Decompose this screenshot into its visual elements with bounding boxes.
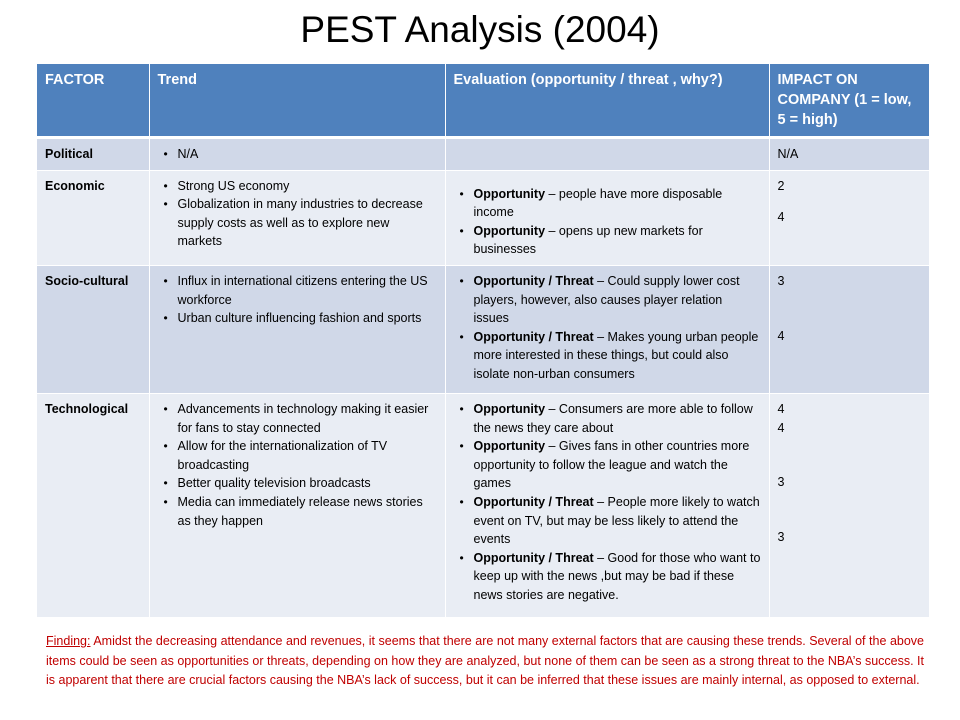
evaluation-item: [474, 222, 761, 259]
evaluation-text: – Good for those who want to keep up with the news ,but may be bad if these news stories are negative.: [473, 550, 761, 602]
evaluation-text: – people have more disposable income: [473, 186, 723, 220]
slide-title: PEST Analysis (2004): [300, 9, 660, 50]
evaluation-label: Opportunity: [473, 439, 546, 454]
trend-item: • Better quality television broadcasts: [178, 474, 437, 493]
evaluation-label: Opportunity: [473, 186, 546, 201]
trend-item: • Strong US economy: [178, 177, 437, 196]
finding-label: Finding:: [46, 634, 91, 648]
header-impact: IMPACT ON COMPANY (1 = low, 5 = high): [769, 64, 929, 138]
evaluation-text: – opens up new markets for businesses: [473, 223, 703, 257]
trend-cell: [149, 138, 445, 171]
evaluation-item: [474, 328, 761, 384]
impact-value: 4: [777, 209, 785, 224]
evaluation-label: Opportunity: [473, 223, 546, 238]
header-evaluation: Evaluation (opportunity / threat , why?): [445, 64, 769, 138]
table-row-socio-cultural: [37, 265, 929, 393]
pest-table: [37, 64, 930, 618]
evaluation-item: [474, 272, 761, 328]
evaluation-label: Opportunity: [473, 401, 546, 416]
evaluation-item: [474, 185, 761, 222]
factor-cell: Technological: [37, 393, 149, 617]
impact-value: 2: [777, 178, 785, 193]
trend-item: • Advancements in technology making it easier for fans to stay connected: [178, 400, 437, 437]
impact-value: 4: [777, 401, 785, 416]
evaluation-cell: [445, 138, 769, 171]
evaluation-label: Opportunity / Threat: [473, 273, 594, 288]
factor-cell: Political: [37, 138, 149, 171]
trend-item: • Globalization in many industries to decrease supply costs as well as to explore new markets: [178, 195, 437, 251]
trend-item: • N/A: [178, 145, 437, 164]
trend-item: • Urban culture influencing fashion and sports: [178, 309, 437, 328]
impact-value: 3: [777, 273, 785, 288]
finding-text: Amidst the decreasing attendance and revenues, it seems that there are not many external factors that are causing these trends. Several of the above items could be seen as opportunities or threats, depending on how they are analyzed, but none of them can be seen as a strong threat to the NBA’s success. It is apparent that there are crucial factors causing the NBA’s lack of success, but it can be inferred that these issues are mainly internal, as opposed to external.: [46, 634, 924, 687]
evaluation-text: – Gives fans in other countries more opportunity to follow the league and watch the games: [473, 439, 750, 491]
evaluation-text: – People more likely to watch event on TV, but may be less likely to attend the events: [473, 494, 760, 547]
evaluation-text: – Could supply lower cost players, however, also causes player relation issues: [473, 273, 740, 326]
evaluation-label: Opportunity / Threat: [473, 494, 594, 509]
header-row: [37, 64, 929, 138]
finding-paragraph: [46, 632, 924, 691]
impact-value: 3: [777, 474, 785, 489]
impact-cell: [769, 138, 929, 171]
table-row-political: [37, 138, 929, 171]
evaluation-cell: [445, 170, 769, 265]
header-factor: FACTOR: [37, 64, 149, 138]
header-trend: Trend: [149, 64, 445, 138]
table-row-technological: [37, 393, 929, 617]
impact-value: 4: [777, 420, 785, 435]
evaluation-label: Opportunity / Threat: [473, 550, 594, 565]
trend-item: • Allow for the internationalization of TV broadcasting: [178, 437, 437, 474]
evaluation-text: – Makes young urban people more interested in these things, but could also isolate non-urban consumers: [473, 329, 759, 381]
impact-value: 4: [777, 328, 785, 343]
impact-cell: [769, 393, 929, 617]
factor-cell: Economic: [37, 170, 149, 265]
impact-cell: [769, 170, 929, 265]
factor-cell: Socio-cultural: [37, 265, 149, 393]
impact-cell: [769, 265, 929, 393]
evaluation-cell: [445, 265, 769, 393]
trend-cell: [149, 265, 445, 393]
evaluation-item: [474, 549, 761, 605]
evaluation-item: [474, 400, 761, 437]
trend-item: • Influx in international citizens entering the US workforce: [178, 272, 437, 309]
evaluation-item: [474, 437, 761, 493]
table-row-economic: [37, 170, 929, 265]
impact-value: N/A: [777, 147, 799, 161]
evaluation-text: – Consumers are more able to follow the news they care about: [473, 401, 753, 435]
trend-item: • Media can immediately release news stories as they happen: [178, 493, 437, 530]
impact-value: 3: [777, 529, 785, 544]
trend-cell: [149, 393, 445, 617]
evaluation-item: [474, 493, 761, 549]
trend-cell: [149, 170, 445, 265]
evaluation-label: Opportunity / Threat: [473, 329, 594, 344]
evaluation-cell: [445, 393, 769, 617]
